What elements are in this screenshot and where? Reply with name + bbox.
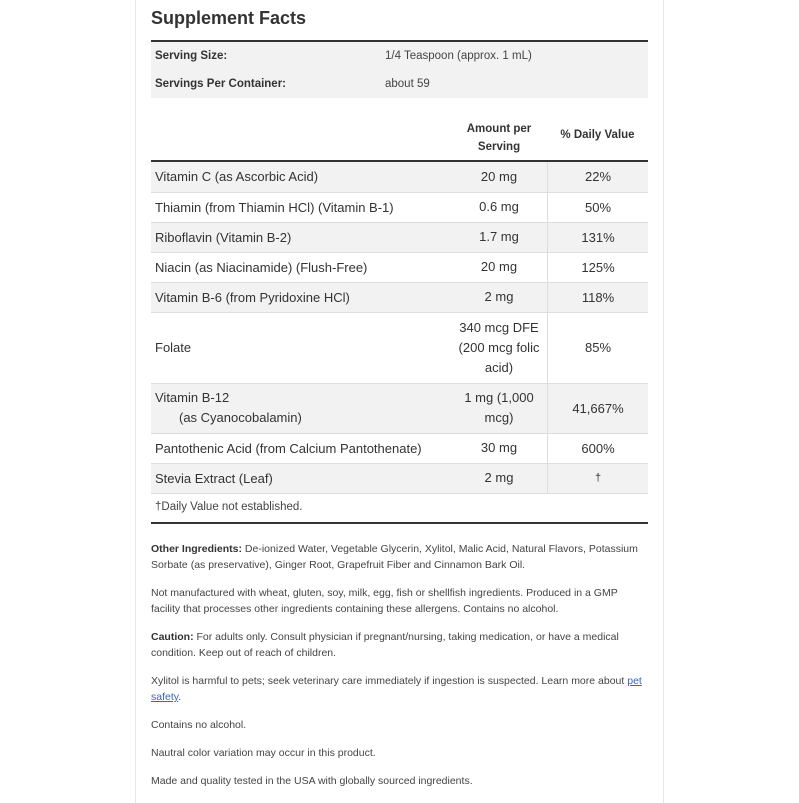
serving-info: [151, 40, 648, 98]
caution-statement: [151, 629, 648, 661]
nutrient-name: Stevia Extract (Leaf): [151, 463, 451, 493]
other-ingredients-label: Other Ingredients:: [151, 543, 243, 555]
nutrient-daily-value: 50%: [548, 192, 649, 222]
nutrient-amount: [451, 312, 548, 383]
nutrient-name: Riboflavin (Vitamin B-2): [151, 222, 451, 252]
amount-header-line: Serving: [477, 141, 521, 153]
amount-line: (200 mcg folic: [458, 339, 540, 355]
nutrient-name: Vitamin B-6 (from Pyridoxine HCl): [151, 282, 451, 312]
amount-per-serving-header: [451, 120, 547, 156]
nutrient-amount: 20 mg: [451, 162, 548, 192]
caution-text: For adults only. Consult physician if pregnant/nursing, taking medication, or have a medical condition. Keep out of reach of children.: [151, 631, 619, 659]
amount-line: acid): [484, 359, 514, 375]
supplement-facts-panel: [135, 0, 664, 803]
servings-per-container-label: Servings Per Container:: [155, 78, 287, 90]
table-row: [151, 312, 648, 383]
amount-line: mcg): [484, 410, 514, 425]
servings-per-container-value: about 59: [385, 78, 430, 90]
amount-header-line: Amount per: [466, 123, 532, 135]
nutrient-amount: 2 mg: [451, 463, 548, 493]
color-variation-statement: Nautral color variation may occur in this product.: [151, 747, 376, 759]
table-row: [151, 383, 648, 433]
table-row: [151, 222, 648, 252]
product-notes: [151, 541, 648, 801]
table-row: [151, 162, 648, 192]
nutrient-daily-value: 125%: [548, 252, 649, 282]
nutrient-amount: 20 mg: [451, 252, 548, 282]
table-row: [151, 282, 648, 312]
nutrient-amount: 2 mg: [451, 282, 548, 312]
nutrient-daily-value: 600%: [548, 433, 649, 463]
nutrient-amount: [451, 383, 548, 433]
nutrient-daily-value: 41,667%: [548, 383, 649, 433]
alcohol-statement: Contains no alcohol.: [151, 719, 247, 731]
nutrient-daily-value: 131%: [548, 222, 649, 252]
table-row: [151, 252, 648, 282]
other-ingredients-text: De-ionized Water, Vegetable Glycerin, Xylitol, Malic Acid, Natural Flavors, Potassium Sorbate (as preservative), Ginger Root, Grapefruit Fiber and Cinnamon Bark Oil.: [151, 543, 638, 571]
nutrient-amount: 30 mg: [451, 433, 548, 463]
nutrient-name: [151, 383, 451, 433]
table-row: [151, 192, 648, 222]
pet-safety-link[interactable]: pet safety: [151, 675, 642, 703]
servings-per-container-row: [151, 70, 648, 98]
xylitol-text: Xylitol is harmful to pets; seek veterinary care immediately if ingestion is suspected. Learn more about: [151, 675, 628, 687]
caution-label: Caution:: [151, 631, 194, 643]
allergen-statement: Not manufactured with wheat, gluten, soy, milk, egg, fish or shellfish ingredients. Produced in a GMP facility that processes other ingredients containing these allergens. Contains no alcohol.: [151, 587, 618, 615]
nutrient-amount: 0.6 mg: [451, 192, 548, 222]
nutrient-daily-value: 85%: [548, 312, 649, 383]
nutrient-daily-value: †: [548, 463, 649, 493]
nutrient-name: Niacin (as Niacinamide) (Flush-Free): [151, 252, 451, 282]
serving-size-value: 1/4 Teaspoon (approx. 1 mL): [385, 50, 532, 62]
nutrient-amount: 1.7 mg: [451, 222, 548, 252]
footnote-text: †Daily Value not established.: [155, 501, 303, 513]
nutrient-daily-value: 118%: [548, 282, 649, 312]
nutrient-name: Pantothenic Acid (from Calcium Pantothenate): [151, 433, 451, 463]
xylitol-warning: [151, 673, 648, 705]
xylitol-end: .: [178, 691, 182, 703]
amount-line: 340 mcg DFE: [459, 319, 539, 335]
nutrient-name: Folate: [151, 312, 451, 383]
nutrient-table: [151, 162, 648, 494]
nutrient-table-header: [151, 116, 648, 162]
other-ingredients: [151, 541, 648, 573]
serving-size-label: Serving Size:: [155, 50, 228, 62]
amount-line: 1 mg (1,000: [464, 390, 534, 405]
nutrient-name: Vitamin C (as Ascorbic Acid): [151, 162, 451, 192]
nutrient-daily-value: 22%: [548, 162, 649, 192]
daily-value-footnote: [151, 496, 648, 524]
serving-size-row: [151, 42, 648, 70]
nutrient-name: Thiamin (from Thiamin HCl) (Vitamin B-1): [151, 192, 451, 222]
daily-value-header: % Daily Value: [560, 129, 635, 141]
made-in-usa-statement: Made and quality tested in the USA with globally sourced ingredients.: [151, 775, 473, 787]
table-row: [151, 463, 648, 493]
page-title: Supplement Facts: [151, 8, 307, 28]
name-line: Vitamin B-12: [155, 390, 230, 405]
table-row: [151, 433, 648, 463]
name-line: (as Cyanocobalamin): [179, 410, 302, 425]
